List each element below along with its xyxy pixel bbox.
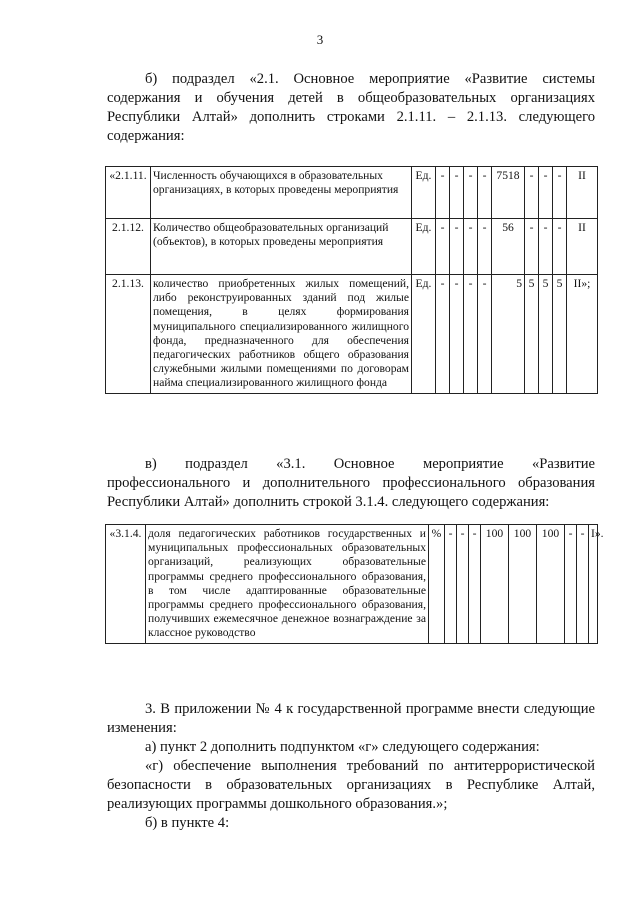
value-cell: - (457, 525, 469, 644)
value-cell: 5 (525, 275, 539, 394)
value-cell: - (553, 219, 567, 275)
value-cell: 5 (553, 275, 567, 394)
value-cell: - (436, 275, 450, 394)
value-cell: - (539, 167, 553, 219)
value-cell: - (478, 167, 492, 219)
value-cell: - (525, 219, 539, 275)
value-cell: - (436, 219, 450, 275)
table-row (106, 167, 598, 219)
indicator-name: Количество общеобразовательных организаций (объектов), в которых проведены мероприятия (151, 219, 412, 275)
value-cell: 56 (492, 219, 525, 275)
table-row (106, 525, 598, 644)
table-indicators-3-1 (105, 524, 604, 644)
value-cell: - (436, 167, 450, 219)
unit: Ед. (412, 275, 436, 394)
value-cell: - (553, 167, 567, 219)
indicator-name: Численность обучающихся в образовательных организациях, в которых проведены мероприятия (151, 167, 412, 219)
value-cell: - (450, 219, 464, 275)
value-cell: - (525, 167, 539, 219)
value-cell: 100 (537, 525, 565, 644)
value-cell: - (469, 525, 481, 644)
value-cell: - (464, 275, 478, 394)
indicator-name: количество приобретенных жилых помещений, либо реконструированных зданий под жилые помещения, в целях формирования муниципального специализированного жилищного фонда, предназначенного для обеспечения педагогических работников общего образования служебными жилыми помещениями по договорам найма специализированного жилищного фонда (151, 275, 412, 394)
paragraph-v: в) подраздел «3.1. Основное мероприятие «Развитие профессионального и дополнительного профессионального образования Республики Алтай» дополнить строкой 3.1.4. следующего содержания: (107, 456, 595, 510)
table-indicators-2-1 (105, 166, 598, 394)
indicator-name: доля педагогических работников государственных и муниципальных профессиональных образовательных организаций, реализующих образовательные программы среднего профессионального образования, в том числе адаптированные образовательные программы среднего профессионального образования, получивших ежемесячное денежное вознаграждение за классное руководство (146, 525, 429, 644)
value-cell: 5 (492, 275, 525, 394)
category-cell: II (567, 219, 598, 275)
unit: Ед. (412, 219, 436, 275)
value-cell: - (539, 219, 553, 275)
table-row (106, 275, 598, 394)
category-cell: I». (589, 525, 598, 644)
value-cell: - (478, 275, 492, 394)
paragraph-b-point-4: б) в пункте 4: (145, 815, 230, 831)
value-cell: - (577, 525, 589, 644)
category-cell: II»; (567, 275, 598, 394)
value-cell: - (450, 167, 464, 219)
value-cell: 100 (481, 525, 509, 644)
row-number: 2.1.12. (106, 219, 151, 275)
value-cell: - (478, 219, 492, 275)
page-number: 3 (316, 32, 324, 47)
paragraph-a: а) пункт 2 дополнить подпунктом «г» следующего содержания: (145, 739, 540, 755)
unit: Ед. (412, 167, 436, 219)
value-cell: - (565, 525, 577, 644)
value-cell: - (445, 525, 457, 644)
row-number: «3.1.4. (106, 525, 146, 644)
table-row (106, 219, 598, 275)
value-cell: 5 (539, 275, 553, 394)
paragraph-b: б) подраздел «2.1. Основное мероприятие «Развитие системы содержания и обучения детей в общеобразовательных организациях Республики Алтай» дополнить строками 2.1.11. – 2.1.13. следующего содержания: (107, 71, 595, 144)
paragraph-3: 3. В приложении № 4 к государственной программе внести следующие изменения: (107, 701, 595, 736)
row-number: 2.1.13. (106, 275, 151, 394)
value-cell: 100 (509, 525, 537, 644)
row-number: «2.1.11. (106, 167, 151, 219)
value-cell: - (464, 219, 478, 275)
unit: % (429, 525, 445, 644)
paragraph-g: «г) обеспечение выполнения требований по антитеррористической безопасности в образовательных организациях в Республике Алтай, реализующих программы дошкольного образования.»; (107, 758, 595, 812)
value-cell: 7518 (492, 167, 525, 219)
category-cell: II (567, 167, 598, 219)
value-cell: - (464, 167, 478, 219)
value-cell: - (450, 275, 464, 394)
